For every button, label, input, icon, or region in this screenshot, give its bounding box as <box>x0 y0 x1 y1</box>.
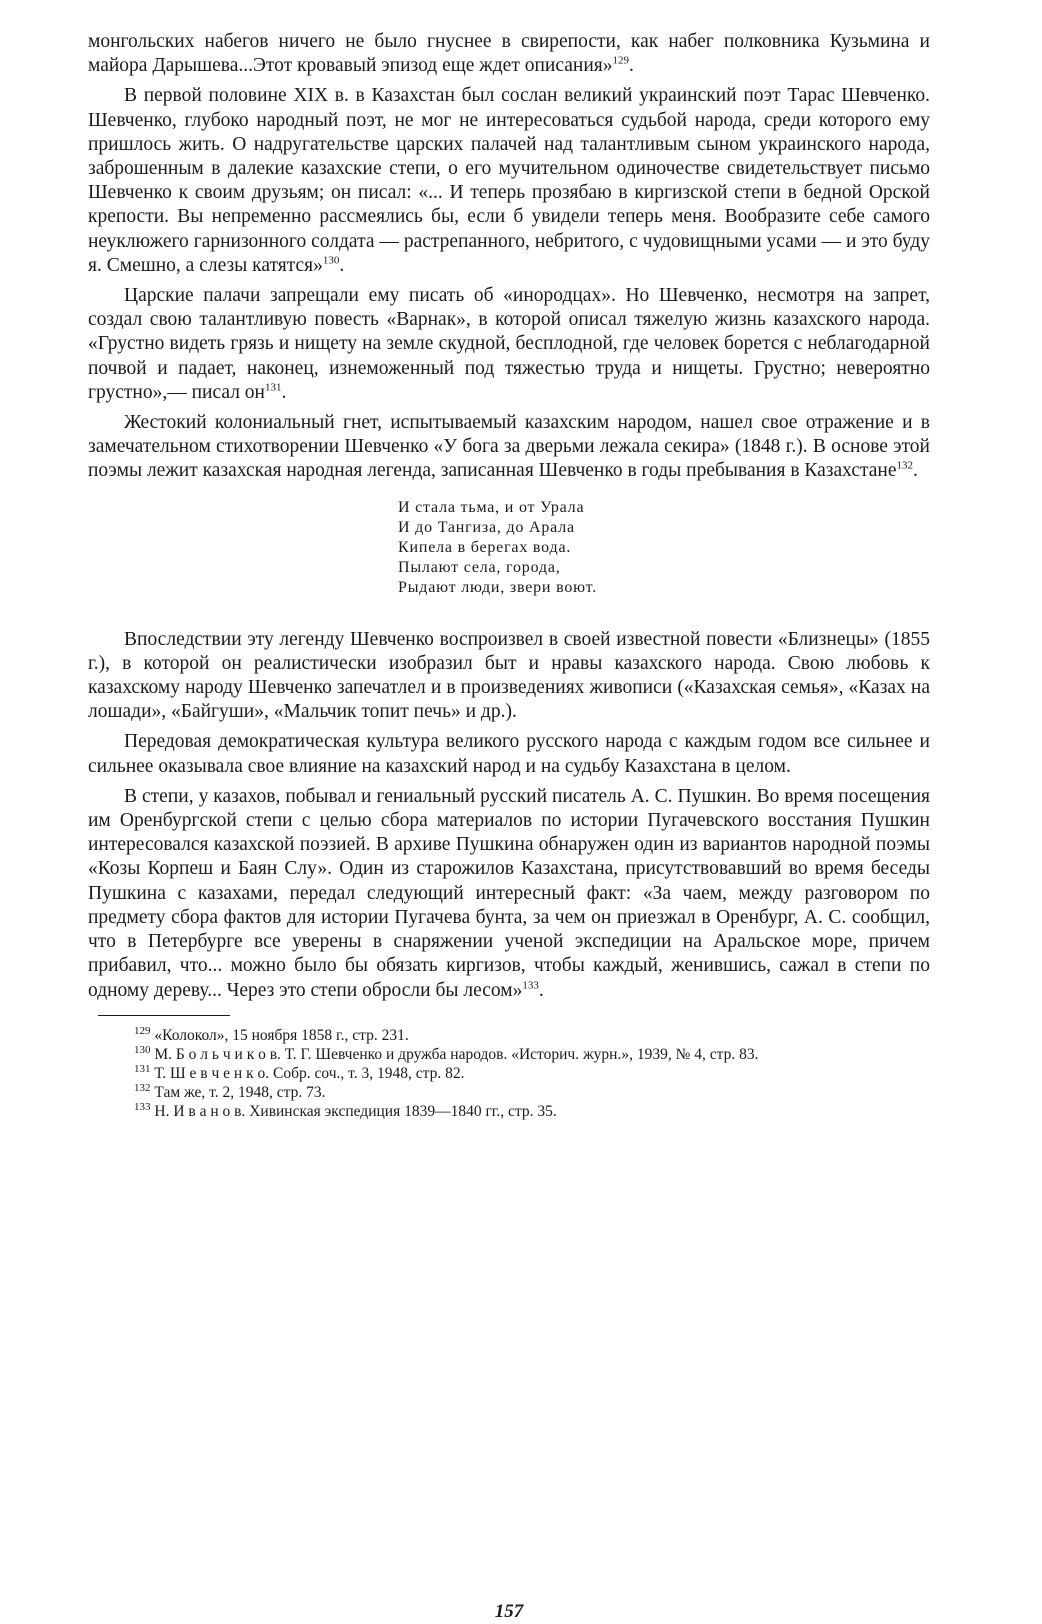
page-body <box>88 30 930 1622</box>
footnote-132: $^{132}$ Там же, т. 2, 1948, стр. 73. <box>134 1081 326 1101</box>
footnotes <box>88 1026 930 1121</box>
paragraph-7: В степи, у казахов, побывал и гениальный русский писатель А. С. Пушкин. Во время посещения им Оренбургской степи с целью сбора материалов по истории Пугачевского восстания Пушкин интересовался казахской поэзией. В архиве Пушкина обнаружен один из вариантов народной поэмы «Козы Корпеш и Баян Слу». Один из старожилов Казахстана, присутствовавший во время беседы Пушкина с казахами, передал следующий интересный факт: «За чаем, между разговором по предмету сбора фактов для истории Пугачева бунта, за чем он приезжал в Оренбург, А. С. сообщил, что в Петербурге все уверены в снаряжении ученой экспедиции на Аральское море, причем прибавил, что... можно было бы обязать киргизов, чтобы каждый, женившись, сажал в степи по одному дереву... Через это степи обросли бы лесом»$^{133}$. <box>88 785 930 1001</box>
footnote-131: $^{131}$ Т. Ш е в ч е н к о. Собр. соч., т. 3, 1948, стр. 82. <box>134 1062 465 1082</box>
poem-line: И до Тангиза, до Арала <box>398 518 575 536</box>
footnote-129: $^{129}$ «Колокол», 15 ноября 1858 г., стр. 231. <box>134 1024 409 1044</box>
poem-line: Пылают села, города, <box>398 558 561 576</box>
paragraph-4: Жестокий колониальный гнет, испытываемый казахским народом, нашел свое отражение и в замечательном стихотворении Шевченко «У бога за дверьми лежала секира» (1848 г.). В основе этой поэмы лежит казахская народная легенда, записанная Шевченко в годы пребывания в Казахстане$^{132}$. <box>88 412 930 482</box>
footnote-130: $^{130}$ М. Б о л ь ч и к о в. Т. Г. Шевченко и дружба народов. «Историч. журн.», 1939, № 4, стр. 83. <box>134 1043 759 1063</box>
poem-line: И стала тьма, и от Урала <box>398 498 585 516</box>
paragraph-5: Впоследствии эту легенду Шевченко воспроизвел в своей известной повести «Близнецы» (1855 г.), в которой он реалистически изобразил быт и нравы казахского народа. Свою любовь к казахскому народу Шевченко запечатлел и в произведениях живописи («Казахская семья», «Казах на лошади», «Байгуши», «Мальчик топит печь» и др.). <box>88 628 930 723</box>
footnote-divider <box>98 1015 230 1016</box>
footnote-133: $^{133}$ Н. И в а н о в. Хивинская экспедиция 1839—1840 гг., стр. 35. <box>134 1100 557 1120</box>
poem-line: Рыдают люди, звери воют. <box>398 578 598 596</box>
paragraph-2: В первой половине XIX в. в Казахстан был сослан великий украинский поэт Тарас Шевченко. Шевченко, глубоко народный поэт, не мог не интересоваться судьбой народа, среди которого ему пришлось жить. О надругательстве царских палачей над талантливым сыном украинского народа, заброшенным в далекие казахские степи, о его мучительном одиночестве свидетельствует письмо Шевченко к своим друзьям; он писал: «... И теперь прозябаю в киргизской степи в бедной Орской крепости. Вы непременно рассмеялись бы, если б увидели теперь меня. Вообразите себе самого неуклюжего гарнизонного солдата — растрепанного, небритого, с чудовищными усами — и это буду я. Смешно, а слезы катятся»$^{130}$. <box>88 85 930 276</box>
paragraph-6: Передовая демократическая культура великого русского народа с каждым годом все сильнее и сильнее оказывала свое влияние на казахский народ и на судьбу Казахстана в целом. <box>88 731 930 777</box>
paragraph-1: монгольских набегов ничего не было гнуснее в свирепости, как набег полковника Кузьмина и майора Дарышева...Этот кровавый эпизод еще ждет описания»$^{129}$. <box>88 31 930 77</box>
poem-quote <box>398 498 930 598</box>
paragraph-3: Царские палачи запрещали ему писать об «инородцах». Но Шевченко, несмотря на запрет, создал свою талантливую повесть «Варнак», в которой описал тяжелую жизнь казахского народа. «Грустно видеть грязь и нищету на земле скудной, бесплодной, где человек борется с неблагодарной почвой и падает, наконец, изнеможенный под тяжестью труда и нищеты. Грустно; невероятно грустно»,— писал $он^{131}$. <box>88 285 930 403</box>
poem-line: Кипела в берегах вода. <box>398 538 572 556</box>
page-number: 157 <box>494 1601 524 1622</box>
